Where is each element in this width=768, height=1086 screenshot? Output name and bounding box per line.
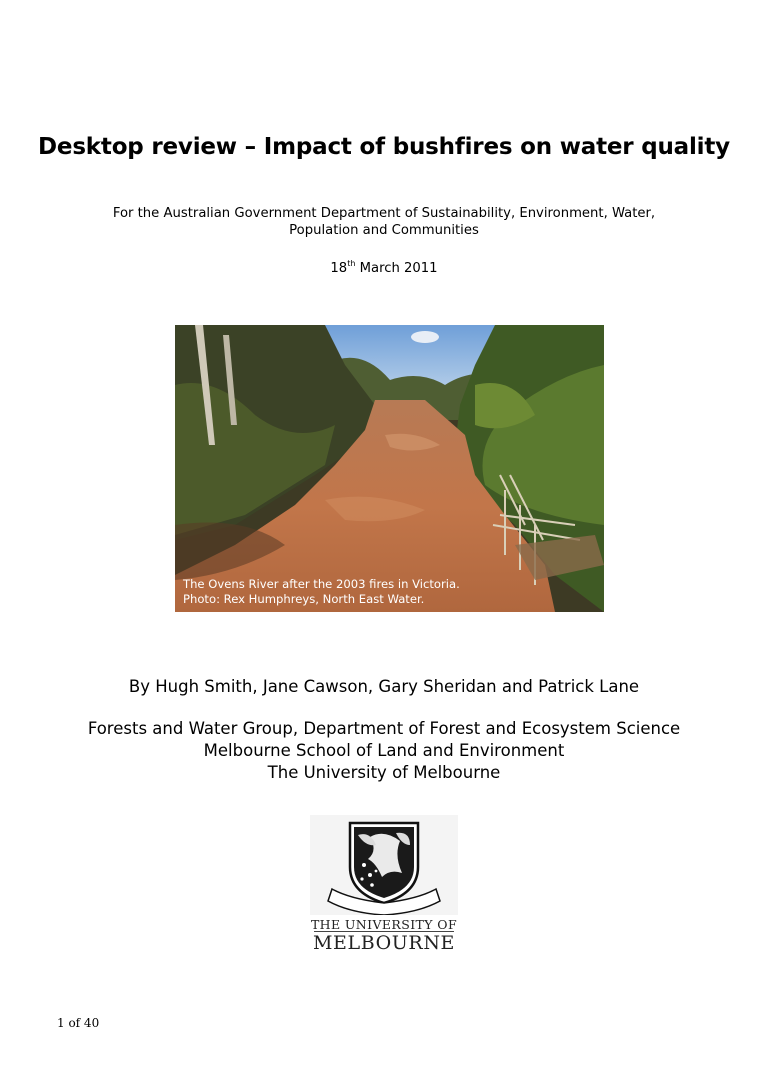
date-day: 18 <box>330 261 348 276</box>
logo-line-1: THE UNIVERSITY OF <box>310 917 458 932</box>
document-authors: By Hugh Smith, Jane Cawson, Gary Sheridan and Patrick Lane <box>128 677 640 696</box>
subtitle-line-2: Population and Communities <box>289 223 479 238</box>
document-date <box>0 259 768 276</box>
affiliation-line-3: The University of Melbourne <box>267 763 501 782</box>
university-logo <box>310 815 458 960</box>
date-suffix: th <box>347 259 356 268</box>
document-affiliation <box>0 718 768 784</box>
page-number: 1 of 40 <box>57 1016 100 1030</box>
date-rest: March 2011 <box>355 261 438 276</box>
affiliation-line-1: Forests and Water Group, Department of Forest and Ecosystem Science <box>87 719 681 738</box>
photo-caption-line-1: The Ovens River after the 2003 fires in Victoria. <box>183 577 460 591</box>
river-photo <box>175 325 604 612</box>
logo-line-2: MELBOURNE <box>312 932 456 954</box>
affiliation-line-2: Melbourne School of Land and Environment <box>203 741 565 760</box>
document-subtitle <box>100 205 668 239</box>
photo-caption-line-2: Photo: Rex Humphreys, North East Water. <box>183 592 425 606</box>
river-photo-illustration <box>175 325 604 612</box>
photo-caption <box>183 577 460 607</box>
document-title: Desktop review – Impact of bushfires on water quality <box>38 134 730 160</box>
subtitle-line-1: For the Australian Government Department of Sustainability, Environment, Water, <box>112 206 656 221</box>
university-crest-icon <box>310 815 458 915</box>
